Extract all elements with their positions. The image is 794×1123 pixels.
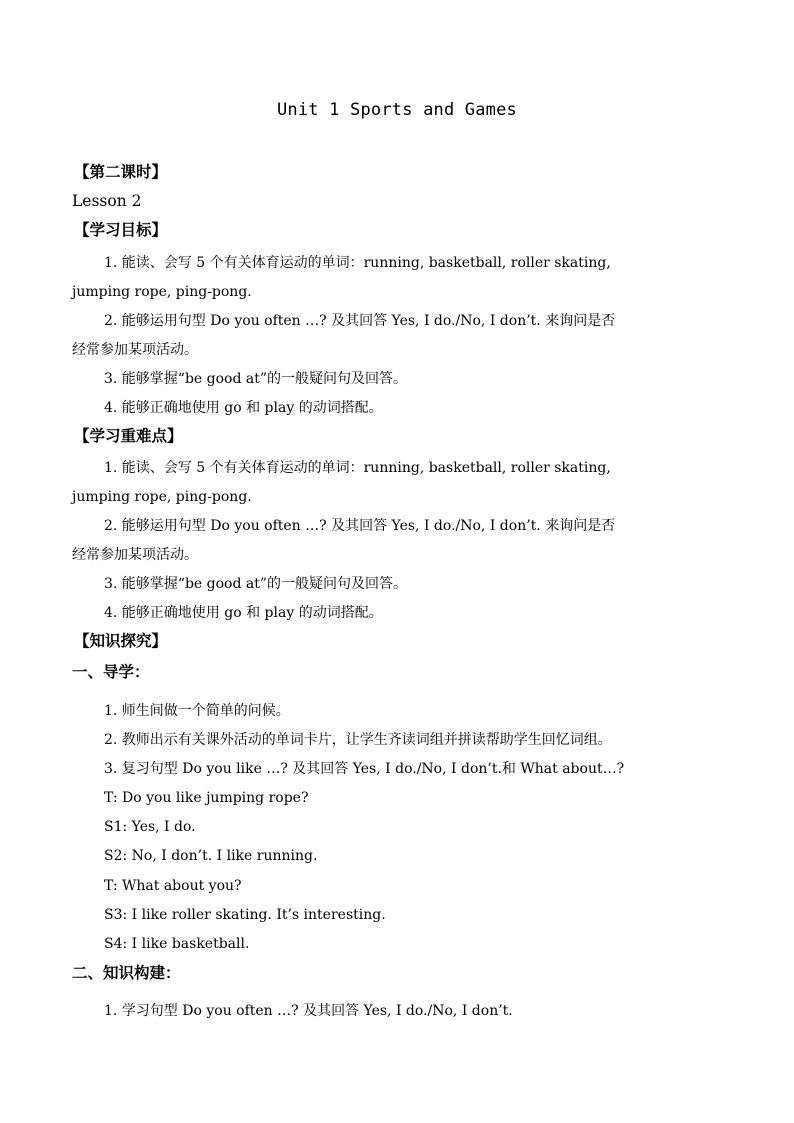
dialogue-line: S3: I like roller skating. It’s interesting. <box>104 907 386 923</box>
key-point-line: 1. 能读、会写 5 个有关体育运动的单词：running, basketball, roller skating, <box>104 460 611 476</box>
dialogue-line: S2: No, I don’t. I like running. <box>104 848 318 864</box>
construct-heading: 二、知识构建： <box>72 963 181 982</box>
objectives-heading: 【学习目标】 <box>74 220 168 239</box>
lesson-label: Lesson 2 <box>72 192 142 210</box>
guide-line: 3. 复习句型 Do you like …? 及其回答 Yes, I do./No, I don’t.和 What about…? <box>104 761 625 777</box>
objective-line: jumping rope, ping-pong. <box>72 284 252 300</box>
dialogue-line: S1: Yes, I do. <box>104 819 196 835</box>
key-point-line: jumping rope, ping-pong. <box>72 489 252 505</box>
dialogue-line: T: Do you like jumping rope? <box>104 790 309 806</box>
period-heading: 【第二课时】 <box>74 162 168 181</box>
key-point-line: 2. 能够运用句型 Do you often …? 及其回答 Yes, I do./No, I don’t. 来询问是否 <box>104 518 616 534</box>
key-points-heading: 【学习重难点】 <box>74 426 183 445</box>
construct-line: 1. 学习句型 Do you often …? 及其回答 Yes, I do./No, I don’t. <box>104 1003 513 1019</box>
page-title: Unit 1 Sports and Games <box>276 100 517 120</box>
dialogue-line: S4: I like basketball. <box>104 936 250 952</box>
objective-line: 3. 能够掌握“be good at”的一般疑问句及回答。 <box>104 371 408 387</box>
objective-line: 经常参加某项活动。 <box>72 342 198 358</box>
guide-heading: 一、导学： <box>72 662 150 681</box>
objective-line: 2. 能够运用句型 Do you often …? 及其回答 Yes, I do./No, I don’t. 来询问是否 <box>104 313 616 329</box>
objective-line: 4. 能够正确地使用 go 和 play 的动词搭配。 <box>104 400 383 416</box>
explore-heading: 【知识探究】 <box>74 631 168 650</box>
dialogue-line: T: What about you? <box>104 878 242 894</box>
objective-line: 1. 能读、会写 5 个有关体育运动的单词：running, basketball, roller skating, <box>104 255 611 271</box>
guide-line: 1. 师生间做一个简单的问候。 <box>104 703 290 719</box>
key-point-line: 经常参加某项活动。 <box>72 547 198 563</box>
guide-line: 2. 教师出示有关课外活动的单词卡片，让学生齐读词组并拼读帮助学生回忆词组。 <box>104 732 612 748</box>
key-point-line: 4. 能够正确地使用 go 和 play 的动词搭配。 <box>104 605 383 621</box>
key-point-line: 3. 能够掌握“be good at”的一般疑问句及回答。 <box>104 576 408 592</box>
